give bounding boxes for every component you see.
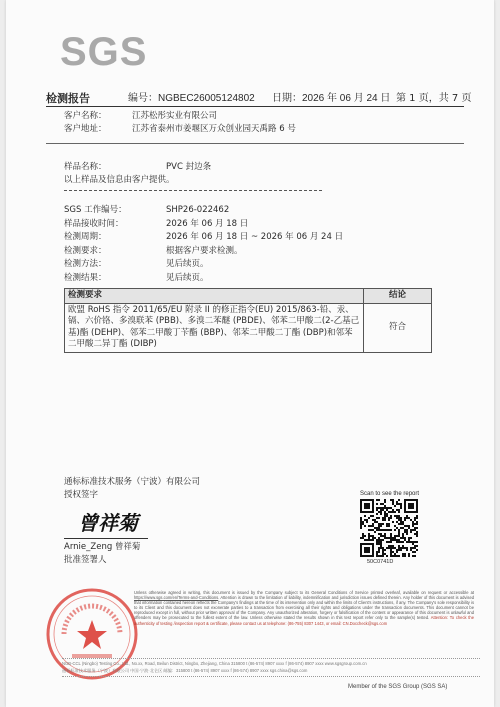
table-header-row	[65, 289, 432, 304]
handwritten-signature	[76, 506, 156, 538]
col-request-header: 检测要求	[65, 289, 364, 304]
header-divider	[46, 106, 464, 107]
conclusion-cell: 符合	[364, 303, 432, 352]
sample-name-label: 样品名称：	[64, 162, 107, 172]
table-row	[65, 303, 432, 352]
report-title: 检测报告	[46, 92, 90, 105]
job-no-label: SGS 工作编号：	[64, 205, 127, 215]
address-line-en: NGB-CCL (Ningbo) Testing Co., Ltd., No.xx, Road, Beilun District, Ningbo, Zhejiang, China 315800 t (86-574) 8907 xxxx f (86-574) 8907 xxxx www.sgsgroup.com.cn	[62, 661, 367, 666]
signatory-role: 批准签署人	[64, 555, 107, 565]
qr-scan-label: Scan to see the report	[360, 491, 420, 497]
result-label: 检测结果：	[64, 273, 107, 283]
authorized-signature-label: 授权签字	[64, 490, 99, 500]
terms-link[interactable]: https://www.sgs.com/en/Terms-and-Conditions	[134, 595, 219, 601]
request-label: 检测要求：	[64, 246, 107, 256]
address-divider	[62, 658, 480, 659]
signatory-company: 通标标准技术服务（宁波）有限公司	[64, 477, 201, 487]
client-name-value: 江苏松彤实业有限公司	[132, 111, 218, 121]
client-address-value: 江苏省泰州市姜堰区万众创业园天禹路 6 号	[132, 124, 296, 134]
signature-line	[64, 538, 148, 539]
sample-name-value: PVC 封边条	[166, 162, 212, 172]
terms-text-2: . Attention is drawn to the limitation of liability, indemnification and jurisdiction issues defined therein. Any holder of this document is advised that information contained hereon reflects the Company's findings at the time of its intervention only and within the limits of Client's instructions, if any. The Company's sole responsibility is to its Client and this document does not exonerate parties to a transaction from exercising all their rights and obligations under the transaction documents. This document cannot be reproduced except in full, without prior written approval of the Company. Any unauthorized alteration, forgery or falsification of the content or appearance of this document is unlawful and offenders may be prosecuted to the fullest extent of the law. Unless otherwise stated the results shown in this test report refer only to the sample(s) tested.	[134, 595, 474, 621]
request-text-cell: 欧盟 RoHS 指令 2011/65/EU 附录 II 的修正指令(EU) 2015/863-铅、汞、镉、六价铬、多溴联苯 (PBB)、多溴二苯醚 (PBDE)、邻苯二甲酸二(2-乙基己基)酯 (DEHP)、邻苯二甲酸丁苄酯 (BBP)、邻苯二甲酸二丁酯 (DBP)和邻苯二甲酸二异丁酯 (DIBP)	[65, 303, 364, 352]
received-label: 样品接收时间：	[64, 219, 124, 229]
sample-note: 以上样品及信息由客户提供。	[64, 175, 175, 185]
sgs-member-note: Member of the SGS Group (SGS SA)	[348, 684, 448, 690]
test-requirements-table	[64, 288, 432, 353]
client-name-label: 客户名称：	[64, 111, 107, 121]
sgs-logo: SGS	[60, 30, 148, 74]
authenticity-attention: Attention: To check the authenticity of testing /inspection report & certificate, please contact us at telephone: (86-755) 8307 1443, or email: CN.Doccheck@sgs.com	[134, 615, 474, 626]
job-no-value: SHP26-022462	[166, 205, 230, 215]
method-label: 检测方法：	[64, 259, 107, 269]
report-page	[6, 0, 494, 707]
request-value: 根据客户要求检测。	[166, 246, 243, 256]
received-value: 2026 年 06 月 18 日	[166, 219, 249, 229]
result-value: 见后续页。	[166, 273, 209, 283]
address-line-cn: 通标标准技术服务（宁波）有限公司 中国·宁波·北仑区 邮编：315800 t (86-574) 8907 xxxx f (86-574) 8907 xxxx sgs.china@sgs.com	[62, 668, 308, 673]
address-divider-bottom	[62, 676, 480, 677]
terms-and-conditions	[134, 590, 474, 626]
signatory-name: Arnie_Zeng 曾祥菊	[64, 542, 141, 552]
client-address-label: 客户地址：	[64, 124, 107, 134]
page-indicator: 第 1 页，共 7 页	[396, 93, 472, 104]
qr-code-text: 50C0741D	[367, 559, 394, 565]
period-label: 检测周期：	[64, 232, 107, 242]
client-divider	[46, 143, 464, 144]
terms-text-1: Unless otherwise agreed in writing, this document is issued by the Company subject to its General Conditions of Service printed overleaf, available on request or accessible at	[134, 590, 474, 595]
qr-code-icon[interactable]	[360, 499, 418, 557]
signature-glyphs: 曾祥菊	[78, 511, 138, 535]
report-number: 编号：NGBEC26005124802	[128, 93, 255, 104]
period-value: 2026 年 06 月 18 日 ~ 2026 年 06 月 24 日	[166, 232, 344, 242]
col-conclusion-header: 结论	[364, 289, 432, 304]
report-date: 日期：2026 年 06 月 24 日	[272, 93, 391, 104]
sample-dashed-divider	[64, 190, 322, 191]
method-value: 见后续页。	[166, 259, 209, 269]
